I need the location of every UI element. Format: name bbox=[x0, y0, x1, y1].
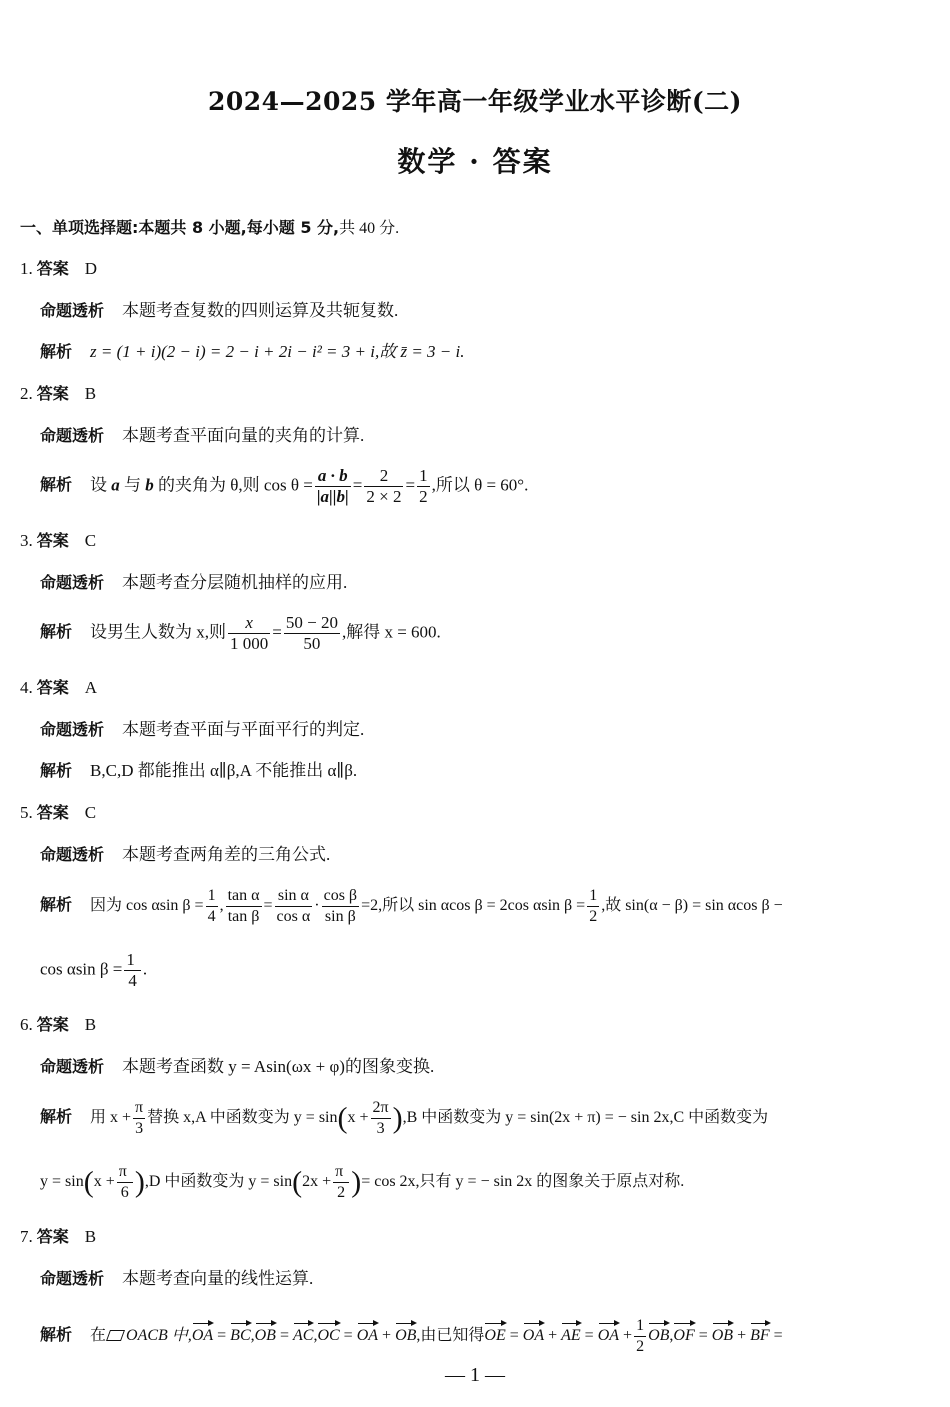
q4-intent: 命题透析 本题考查平面与平面平行的判定. bbox=[40, 720, 365, 739]
document-subtitle: 数学 · 答案 bbox=[397, 145, 553, 178]
q5-fraction-1: $\frac{1}{4}$ bbox=[207, 887, 216, 925]
q2-intent: 命题透析 本题考查平面向量的夹角的计算. bbox=[40, 426, 365, 445]
q2-answer: 2. 答案 B bbox=[20, 384, 97, 403]
q5-fraction-4: $\frac{\text{cos β}}{\text{sin β}}$ bbox=[323, 887, 358, 925]
q6-fraction-1: $\frac{\pi}{3}$ bbox=[135, 1099, 144, 1137]
q5-fraction-3: $\frac{\text{sin α}}{\text{cos α}}$ bbox=[276, 887, 311, 925]
q5-fraction-2: $\frac{\text{tan α}}{\text{tan β}}$ bbox=[227, 887, 260, 925]
q1-intent: 命题透析 本题考查复数的四则运算及共轭复数. bbox=[40, 301, 399, 320]
q4-answer: 4. 答案 A bbox=[20, 678, 98, 697]
vector-OB: OB bbox=[395, 1325, 416, 1347]
vector-OA: OA bbox=[357, 1325, 378, 1347]
document-title: 2024—2025 学年高一年级学业水平诊断(二) bbox=[207, 87, 743, 116]
q7-analysis: 解析 在 OACB 中,OA = BC,OB = AC,OC = OA + OB,由已知得OE = OA + AE = OA + $\frac{1}{2}$ OB,OF = OB + BF = bbox=[40, 1317, 783, 1355]
q5-fraction-5: $\frac{1}{2}$ bbox=[589, 887, 598, 925]
q5-answer: 5. 答案 C bbox=[20, 803, 97, 822]
q6-answer: 6. 答案 B bbox=[20, 1015, 97, 1034]
q6-fraction-4: $\frac{\pi}{2}$ bbox=[333, 1162, 349, 1203]
vector-OB: OB bbox=[712, 1325, 733, 1347]
q1-answer: 1. 答案 D bbox=[20, 259, 98, 278]
q5-fraction-6: $\frac{1}{4}$ bbox=[124, 950, 141, 991]
vector-BF: BF bbox=[750, 1325, 770, 1347]
parallelogram-symbol bbox=[106, 1330, 125, 1341]
page-number: — 1 — bbox=[445, 1364, 505, 1386]
section-heading: 一、单项选择题:本题共 8 小题,每小题 5 分,共 40 分. bbox=[20, 218, 400, 237]
vector-AC: AC bbox=[293, 1325, 313, 1347]
q6-analysis: 解析 用 x + $\frac{\pi}{3}$ 替换 x,A 中函数变为 y = sin(x + $\frac{2\pi}{3}$ ),B 中函数变为 y = sin(2x + π) = − sin 2x,C 中函数变为 bbox=[40, 1099, 769, 1137]
q6-analysis-cont: y = sin(x + $\frac{\pi}{6}$ ),D 中函数变为 y = sin(2x + $\frac{\pi}{2}$ )= cos 2x,只有 y = − sin 2x 的图象关于原点对称. bbox=[40, 1163, 685, 1201]
vector-OC: OC bbox=[317, 1325, 339, 1347]
q7-answer: 7. 答案 B bbox=[20, 1227, 97, 1246]
vector-AE: AE bbox=[561, 1325, 581, 1347]
q2-fraction-1: $\frac{a \cdot b}{|a||b|}$ bbox=[316, 466, 349, 506]
vector-OB: OB bbox=[255, 1325, 276, 1347]
q5-analysis-cont: cos αsin β = $\frac{1}{4}$ . bbox=[40, 950, 148, 990]
q6-fraction-2: $\frac{2\pi}{3}$ bbox=[372, 1099, 389, 1137]
q2-fraction-3: $\frac{1}{2}$ bbox=[419, 466, 428, 506]
vector-OA: OA bbox=[523, 1325, 544, 1347]
vector-OB: OB bbox=[648, 1325, 669, 1347]
q7-fraction-1: $\frac{1}{2}$ bbox=[636, 1317, 645, 1355]
vector-OF: OF bbox=[673, 1325, 694, 1347]
q6-intent: 命题透析 本题考查函数 y = Asin(ωx + φ)的图象变换. bbox=[40, 1057, 435, 1076]
q3-answer: 3. 答案 C bbox=[20, 531, 97, 550]
q2-analysis: 解析 设 a 与 b 的夹角为 θ,则 cos θ = $\frac{a \cdot b}{|a||b|}$ = $\frac{2}{2 \times 2}$ = $\frac{1}{2}$ ,所以 θ = 60°. bbox=[40, 466, 529, 506]
vector-OA: OA bbox=[598, 1325, 619, 1347]
q6-fraction-3: $\frac{\pi}{6}$ bbox=[117, 1162, 133, 1203]
vector-OE: OE bbox=[484, 1325, 505, 1347]
q5-intent: 命题透析 本题考查两角差的三角公式. bbox=[40, 845, 331, 864]
q7-intent: 命题透析 本题考查向量的线性运算. bbox=[40, 1269, 314, 1288]
q3-fraction-2: $\frac{50 - 20}{50}$ bbox=[285, 613, 338, 653]
q3-analysis: 解析 设男生人数为 x,则 $\frac{x}{1 000}$ = $\frac{50 - 20}{50}$ ,解得 x = 600. bbox=[40, 613, 441, 653]
q5-analysis: 解析 因为 cos αsin β = $\frac{1}{4}$ , $\frac{\text{tan α}}{\text{tan β}}$ = $\frac{\text{sin α}}{\text{cos α}}$ · $\frac{\text{cos β}}{\text{sin β}}$ =2,所以 sin αcos β = 2cos αsin β = $\frac{1}{2}$ ,故 sin(α − β) = sin αcos β − bbox=[40, 887, 783, 925]
vector-BC: BC bbox=[230, 1325, 250, 1347]
q2-fraction-2: $\frac{2}{2 \times 2}$ bbox=[366, 466, 402, 506]
vector-OA: OA bbox=[192, 1325, 213, 1347]
q1-analysis: 解析 z = (1 + i)(2 − i) = 2 − i + 2i − i² = 3 + i,故 z̄ = 3 − i. bbox=[40, 342, 465, 361]
q3-intent: 命题透析 本题考查分层随机抽样的应用. bbox=[40, 573, 348, 592]
q4-analysis: 解析 B,C,D 都能推出 α∥β,A 不能推出 α∥β. bbox=[40, 761, 358, 780]
q3-fraction-1: $\frac{x}{1 000}$ bbox=[230, 613, 269, 653]
